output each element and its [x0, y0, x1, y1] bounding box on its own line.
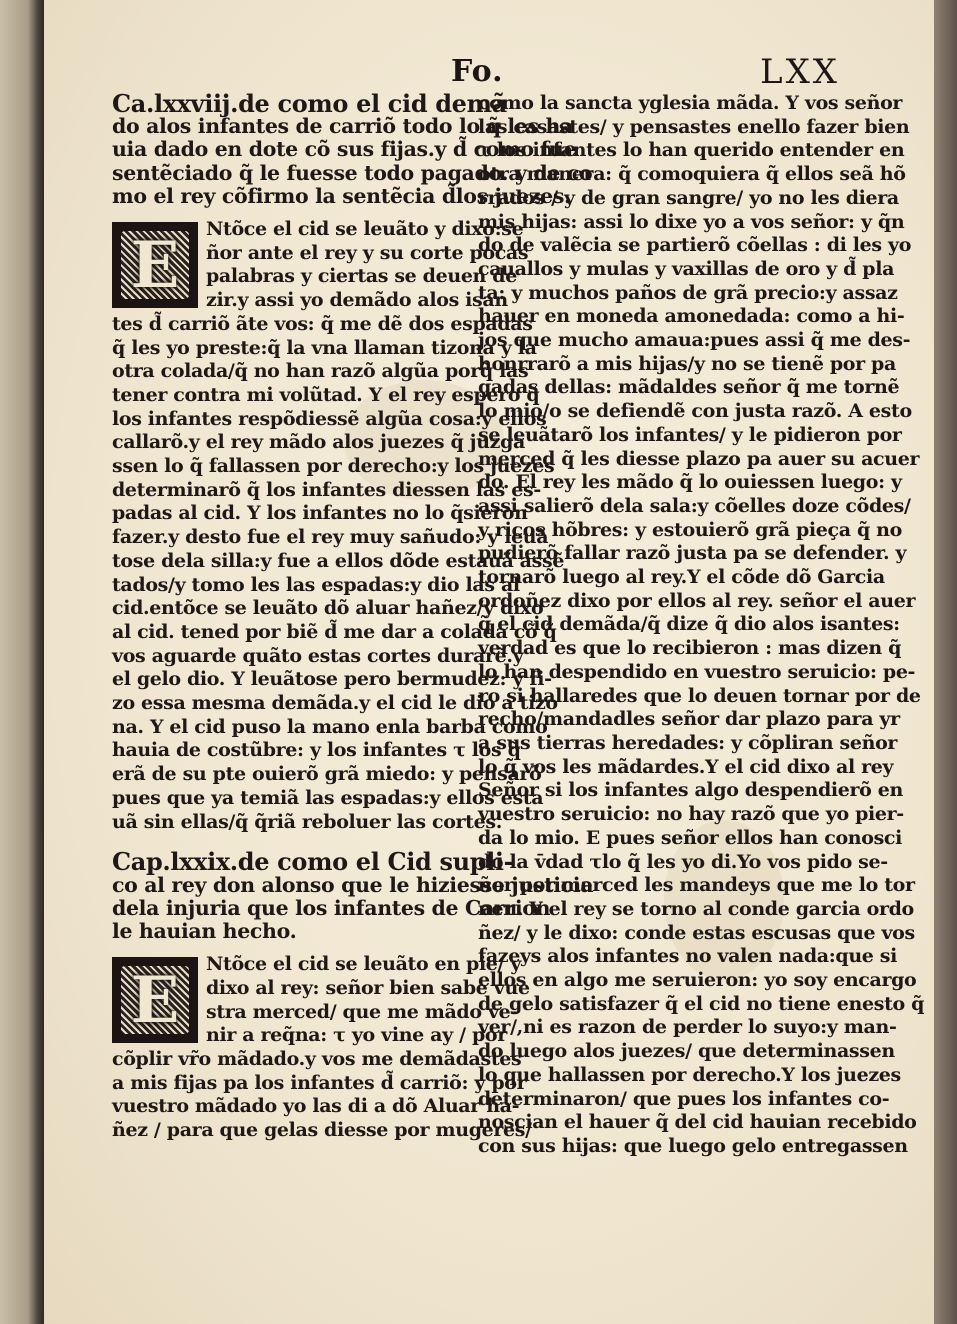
text-line: lo q̃ vos les mãdardes.Y el cid dixo al rey	[478, 755, 894, 778]
text-line: do la v̄dad τlo q̃ les yo di.Yo vos pido se-	[478, 850, 888, 873]
text-line: determinaron/ que pues los infantes co-	[478, 1087, 890, 1110]
text-line: callarõ.y el rey mãdo alos juezes q̃ juzga	[112, 431, 526, 454]
chapter-heading-line: sentẽciado q̃ le fuesse todo pagado. y de co	[112, 160, 593, 185]
text-line: ssen lo q̃ fallassen por derecho:y los juezes	[112, 455, 555, 478]
text-line: do de valẽcia se partierõ cõellas : di les yo	[478, 234, 912, 257]
text-line: Ntõce el cid se leuãto y dixo:se	[206, 218, 524, 241]
book-gutter	[0, 0, 44, 1324]
text-line: como la sancta yglesia mãda. Y vos señor	[478, 92, 903, 114]
text-line: pudierõ fallar razõ justa pa se defender. y	[478, 542, 907, 565]
text-line: uã sin ellas/q̃ q̃riã reboluer las cortes.	[112, 810, 502, 833]
chapter-heading-line: dela injuria que los infantes de Carrion	[112, 895, 551, 920]
chapter-heading	[112, 89, 593, 208]
decorated-initial	[112, 222, 198, 308]
text-line: cid.entõce se leuãto dõ aluar hañez/y dixo	[112, 597, 544, 620]
text-line: stra merced/ que me mãdo ve-	[206, 1000, 518, 1023]
text-line: hauer en moneda amonedada: como a hi-	[478, 305, 905, 328]
text-line: hauia de costũbre: y los infantes τ los q̃	[112, 739, 521, 762]
text-line: ro si hallaredes que lo deuen tornar por de	[478, 684, 921, 707]
text-line: ver/,ni es razon de perder lo suyo:y man-	[478, 1016, 897, 1039]
folio-number: LXX	[760, 52, 840, 92]
text-line: erã de su pte ouierõ grã miedo: y pensarõ	[112, 763, 542, 786]
decorated-initial	[112, 957, 198, 1043]
text-line: tose dela silla:y fue a ellos dõde estauã assẽ	[112, 549, 565, 572]
text-line: de gelo satisfazer q̃ el cid no tiene enesto q̃	[478, 992, 925, 1015]
text-line: na. Y el cid puso la mano enla barba como	[112, 715, 548, 738]
text-line: fazer.y desto fue el rey muy sañudo: y leuã	[112, 526, 549, 549]
text-line: rrados / y de gran sangre/ yo no les diera	[478, 186, 899, 209]
text-line: nen. Y el rey se torno al conde garcia ordo	[478, 897, 914, 920]
text-line: lo que hallassen por derecho.Y los juezes	[478, 1063, 901, 1086]
chapter-heading-line: Ca.lxxviij.de como el cid demã	[112, 89, 507, 118]
text-line: da lo mio. E pues señor ellos han conosci	[478, 826, 903, 849]
text-line: cauallos y mulas y vaxillas de oro y d̃ pla	[478, 257, 895, 280]
text-line: ñor por merced les mandeys que me lo tor	[478, 874, 915, 897]
chapter-heading-line: mo el rey cõfirmo la sentẽcia d̃los juezes.	[112, 183, 571, 208]
text-line: tes d̃ carriõ ãte vos: q̃ me dẽ dos espadas	[112, 312, 533, 335]
chapter-heading-line: do alos infantes de carriõ todo lo q̃ les ha	[112, 114, 573, 139]
left-column	[112, 89, 594, 1153]
text-line: verdad es que lo recibieron : mas dizen q̃	[478, 637, 902, 660]
text-line: determinarõ q̃ los infantes diessen las es-	[112, 478, 541, 501]
text-line: ñez/ y le dixo: conde estas escusas que vos	[478, 921, 915, 944]
chapter-heading-line: Cap.lxxix.de como el Cid supli-	[112, 847, 514, 877]
text-line: noscian el hauer q̃ del cid hauian recebido	[478, 1111, 917, 1134]
text-line: nir a req̃na: τ yo vine ay / por	[206, 1024, 507, 1047]
text-line: se leuãtarõ los infantes/ y le pidieron por	[478, 423, 902, 446]
folio-label: Fo.	[451, 54, 504, 89]
chapter-heading-line: uia dado en dote cõ sus fijas.y d̃ como fue	[112, 137, 577, 162]
text-line: palabras y ciertas se deuen de	[206, 265, 517, 288]
text-line: lo han despendido en vuestro seruicio: pe-	[478, 660, 916, 683]
text-line: vuestro seruicio: no hay razõ que yo pier-	[478, 803, 904, 826]
text-line: assi salierõ dela sala:y cõelles doze cõdes/	[478, 494, 911, 517]
paragraph	[112, 218, 565, 834]
text-line: tados/y tomo les las espadas:y dio las al	[112, 573, 520, 596]
text-line: a mis fijas pa los infantes d̃ carriõ: y por	[112, 1071, 527, 1094]
text-line: q̃ el cid demãda/q̃ dize q̃ dio alos isantes:	[478, 613, 900, 636]
text-line: merced q̃ les diesse plazo pa auer su acuer	[478, 447, 920, 470]
text-line: ñor ante el rey y su corte pocas	[206, 241, 529, 264]
text-line: zo essa mesma demãda.y el cid le dio a tizo	[112, 692, 558, 715]
text-line: ordoñez dixo por ellos al rey. señor el auer	[478, 589, 916, 612]
text-line: padas al cid. Y los infantes no lo q̃sieron	[112, 502, 528, 525]
text-line: con sus hijas: que luego gelo entregassen	[478, 1134, 908, 1157]
chapter-heading	[112, 847, 594, 943]
text-line: al cid. tened por biẽ d̃ me dar a colada cõ q̃	[112, 620, 557, 643]
text-line: pues que ya temiã las espadas:y ellos esta	[112, 786, 544, 809]
text-line: honrrarõ a mis hijas/y no se tienẽ por pa	[478, 352, 896, 375]
text-line: ellos en algo me seruieron: yo soy encargo	[478, 969, 917, 992]
chapter-heading-line: co al rey don alonso que le hiziesse justicia	[112, 872, 594, 897]
text-line: Señor si los infantes algo despendierõ en	[478, 779, 903, 802]
text-line: Ntõce el cid se leuãto en pie/ y	[206, 953, 522, 976]
text-line: y ricos hõbres: y estouierõ grã pieça q̃ no	[478, 518, 902, 541]
text-line: lo mio/o se defiendẽ con justa razõ. A esto	[478, 400, 912, 423]
text-line: ñez / para que gelas diesse por mugeres/	[112, 1119, 532, 1142]
text-line: ta: y muchos paños de grã precio:y assaz	[478, 281, 898, 304]
text-line: dixo al rey: señor bien sabe vue	[206, 976, 530, 999]
initial-letter: E	[130, 962, 180, 1038]
text-line: a sus tierras heredades: y cõpliran señor	[478, 731, 898, 754]
text-line: cõplir vr̃o mãdado.y vos me demãdastes	[112, 1047, 522, 1070]
text-line: do. El rey les mãdo q̃ lo ouiessen luego: y	[478, 471, 902, 494]
text-line: otra manera: q̃ comoquiera q̃ ellos seã hõ	[478, 163, 906, 186]
text-line: mis hijas: assi lo dixe yo a vos señor: y q̃n	[478, 210, 905, 233]
right-column	[478, 92, 925, 1159]
text-line: los infantes respõdiessẽ algũa cosa:y ellos	[112, 407, 547, 430]
text-line: do luego alos juezes/ que determinassen	[478, 1040, 895, 1063]
text-line: zir.y assi yo demãdo alos isan	[206, 289, 508, 312]
page-header	[44, 52, 934, 92]
text-line: jos que mucho amaua:pues assi q̃ me des-	[478, 329, 911, 352]
text-line: vos aguarde quãto estas cortes durarẽ.y	[112, 644, 524, 667]
book-page	[44, 0, 934, 1324]
text-line: recho/mandadles señor dar plazo para yr	[478, 708, 900, 731]
text-line: otra colada/q̃ no han razõ algũa porq̃ las	[112, 360, 529, 383]
text-line: las casastes/ y pensastes enello fazer bien	[478, 115, 910, 138]
text-line: vuestro mãdado yo las di a dõ Aluar ha-	[112, 1095, 520, 1118]
text-line: fazeys alos infantes no valen nada:que si	[478, 945, 898, 968]
text-line: tener contra mi volũtad. Y el rey espero q̃	[112, 383, 540, 406]
text-line: gadas dellas: mãdaldes señor q̃ me tornẽ	[478, 376, 900, 399]
text-line: tornarõ luego al rey.Y el cõde dõ Garcia	[478, 566, 885, 589]
paragraph	[112, 953, 532, 1143]
text-line: q̃ les yo preste:q̃ la vna llaman tizona y la	[112, 336, 537, 359]
text-line: τ los infantes lo han querido entender en	[478, 139, 905, 162]
initial-letter: E	[130, 227, 180, 303]
chapter-heading-line: le hauian hecho.	[112, 918, 297, 943]
text-line: el gelo dio. Y leuãtose pero bermudez: y fi-	[112, 668, 552, 691]
